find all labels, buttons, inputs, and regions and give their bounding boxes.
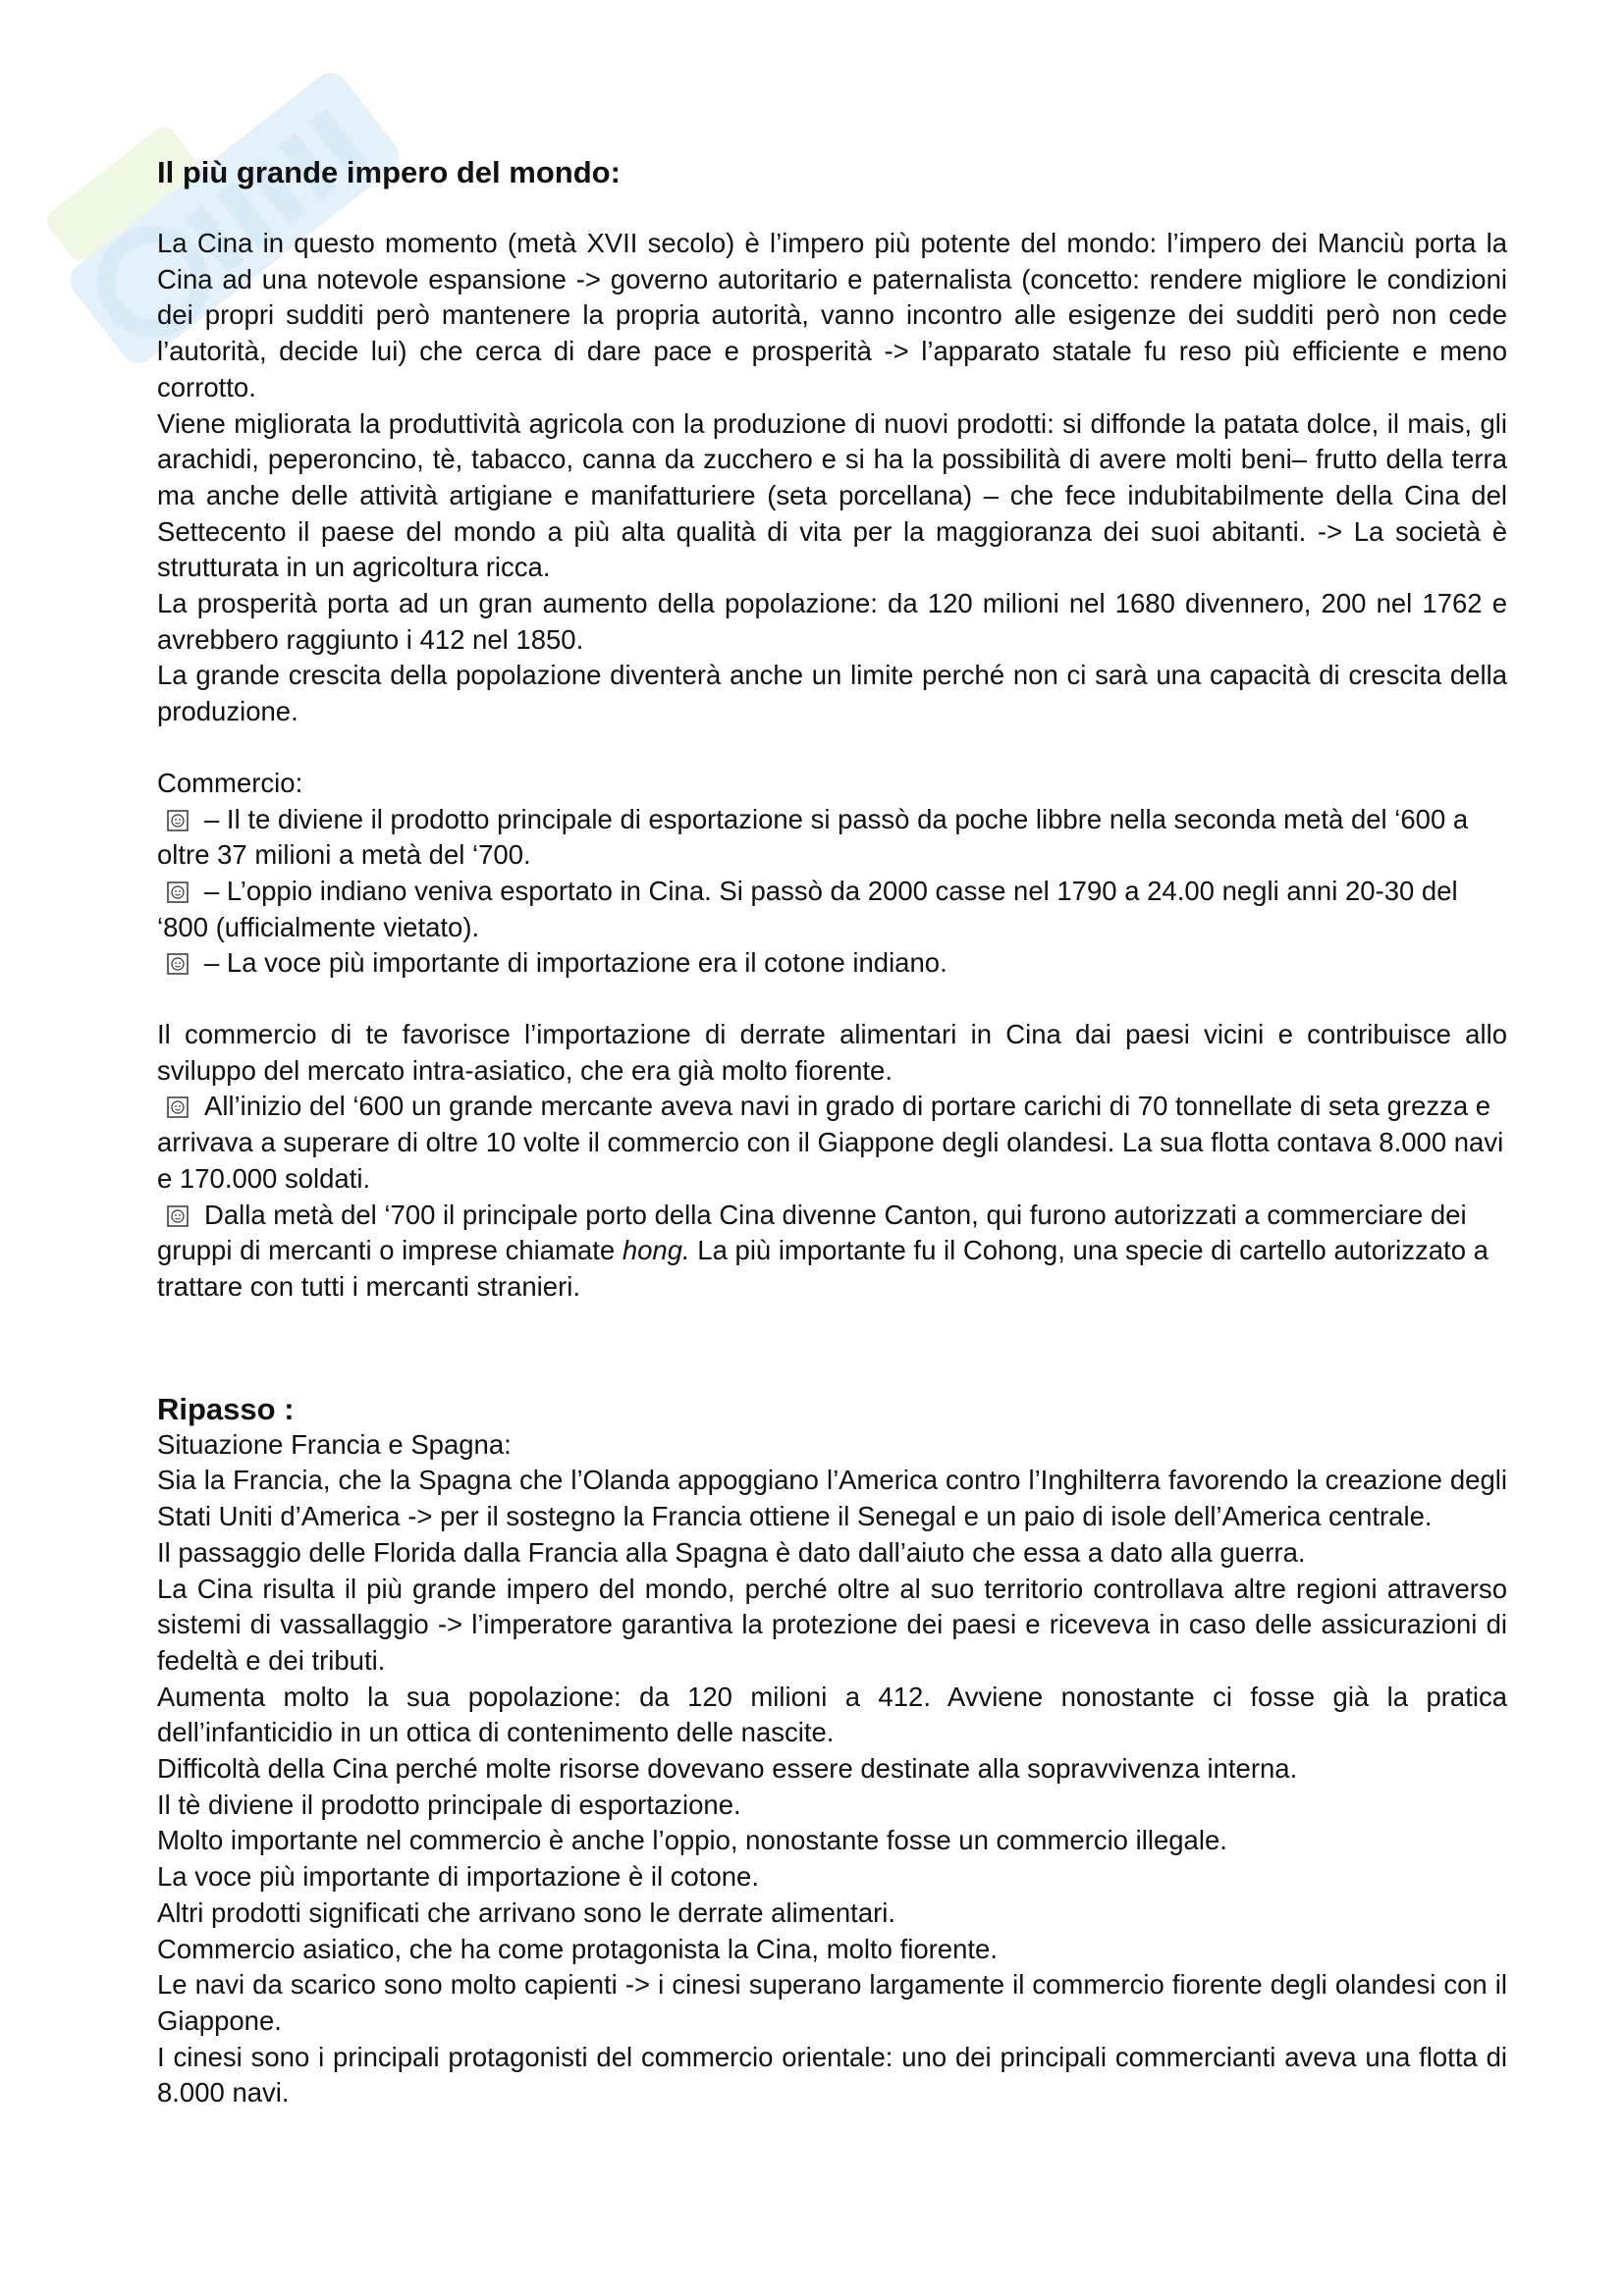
smiley-icon: [167, 953, 189, 975]
bullet-item: [157, 1198, 1507, 1306]
paragraph: Le navi da scarico sono molto capienti -> i cinesi superano largamente il commercio fiorente degli olandesi con il Giappone.: [157, 1969, 1507, 2036]
bullet-text: – L’oppio indiano veniva esportato in Cina. Si passò da 2000 casse nel 1790 a 24.00 negli anni 20-30 del ‘800 (ufficialmente vietato).: [157, 875, 1458, 942]
paragraph: La Cina risulta il più grande impero del mondo, perché oltre al suo territorio controllava altre regioni attraverso sistemi di vassallaggio -> l’imperatore garantiva la protezione dei paesi e riceveva in caso delle assicurazioni di fedeltà e dei tributi.: [157, 1573, 1507, 1676]
paragraph: Il tè diviene il prodotto principale di esportazione.: [157, 1789, 741, 1820]
paragraph: Il passaggio delle Florida dalla Francia alla Spagna è dato dall’aiuto che essa a dato alla guerra.: [157, 1536, 1306, 1568]
spacer: [157, 1306, 1507, 1392]
paragraph: La Cina in questo momento (metà XVII secolo) è l’impero più potente del mondo: l’impero dei Manciù porta la Cina ad una notevole espansione -> governo autoritario e paternalista (concetto: rendere migliore le condizioni dei propri sudditi però mantenere la propria autorità, vanno incontro alle esigenze dei sudditi però non cede l’autorità, decide lui) che cerca di dare pace e prosperità -> l’apparato statale fu reso più efficiente e meno corrotto.: [157, 228, 1507, 402]
bullet-item: [157, 1089, 1507, 1197]
paragraph: Viene migliorata la produttività agricola con la produzione di nuovi prodotti: si diffonde la patata dolce, il mais, gli arachidi, peperoncino, tè, tabacco, canna da zucchero e si ha la possibilità di avere molti beni– frutto della terra ma anche delle attività artigiane e manifatturiere (seta porcellana) – che fece indubitabilmente della Cina del Settecento il paese del mondo a più alta qualità di vita per la maggioranza dei suoi abitanti. -> La società è strutturata in un agricoltura ricca.: [157, 407, 1507, 583]
spacer: [157, 730, 1507, 766]
paragraph: La prosperità porta ad un gran aumento della popolazione: da 120 milioni nel 1680 divennero, 200 nel 1762 e avrebbero raggiunto i 412 nel 1850.: [157, 588, 1507, 655]
bullet-text: – Il te diviene il prodotto principale di esportazione si passò da poche libbre nella seconda metà del ‘600 a oltre 37 milioni a metà del ‘700.: [157, 803, 1469, 871]
bullet-text: – La voce più importante di importazione era il cotone indiano.: [204, 947, 947, 979]
paragraph: La voce più importante di importazione è il cotone.: [157, 1861, 759, 1893]
smiley-icon: [167, 1096, 189, 1118]
spacer: [157, 982, 1507, 1017]
commercio-heading: Commercio:: [157, 767, 303, 798]
section-title: Il più grande impero del mondo:: [157, 155, 621, 189]
smiley-icon: [167, 1205, 189, 1227]
paragraph: Altri prodotti significati che arrivano sono le derrate alimentari.: [157, 1896, 896, 1928]
bullet-text: All’inizio del ‘600 un grande mercante aveva navi in grado di portare carichi di 70 tonnellate di seta grezza e arrivava a superare di oltre 10 volte il commercio con il Giappone degli olandesi. La sua flotta contava 8.000 navi e 170.000 soldati.: [157, 1091, 1504, 1194]
paragraph: La grande crescita della popolazione diventerà anche un limite perché non ci sarà una capacità di crescita della produzione.: [157, 660, 1507, 727]
bullet-item: [157, 874, 1507, 945]
bullet-item: [157, 945, 1507, 982]
bullet-text: Dalla metà del ‘700 il principale porto della Cina divenne Canton, qui furono autorizzati a commerciare dei gruppi di mercanti o imprese chiamate: [157, 1199, 1467, 1266]
paragraph: Molto importante nel commercio è anche l’oppio, nonostante fosse un commercio illegale.: [157, 1825, 1227, 1856]
paragraph: Difficoltà della Cina perché molte risorse dovevano essere destinate alla sopravvivenza interna.: [157, 1753, 1298, 1785]
smiley-icon: [167, 810, 189, 831]
section-title: Ripasso :: [157, 1391, 295, 1426]
bullet-text-italic: hong.: [622, 1235, 690, 1266]
paragraph: Aumenta molto la sua popolazione: da 120 milioni a 412. Avviene nonostante ci fosse già la pratica dell’infanticidio in un ottica di contenimento delle nascite.: [157, 1681, 1507, 1748]
bullet-text: La più importante fu il Cohong, una specie di cartello autorizzato a trattare con tutti i mercanti stranieri.: [157, 1235, 1489, 1302]
paragraph: I cinesi sono i principali protagonisti del commercio orientale: uno dei principali commercianti aveva una flotta di 8.000 navi.: [157, 2041, 1507, 2109]
document-page: [157, 155, 1507, 2111]
paragraph: Il commercio di te favorisce l’importazione di derrate alimentari in Cina dai paesi vicini e contribuisce allo sviluppo del mercato intra-asiatico, che era già molto fiorente.: [157, 1019, 1507, 1086]
paragraph: Situazione Francia e Spagna:: [157, 1428, 512, 1460]
paragraph: Sia la Francia, che la Spagna che l’Olanda appoggiano l’America contro l’Inghilterra favorendo la creazione degli Stati Uniti d’America -> per il sostegno la Francia ottiene il Senegal e un paio di isole dell’America centrale.: [157, 1465, 1507, 1532]
paragraph: Commercio asiatico, che ha come protagonista la Cina, molto fiorente.: [157, 1933, 998, 1964]
smiley-icon: [167, 881, 189, 903]
bullet-item: [157, 802, 1507, 874]
